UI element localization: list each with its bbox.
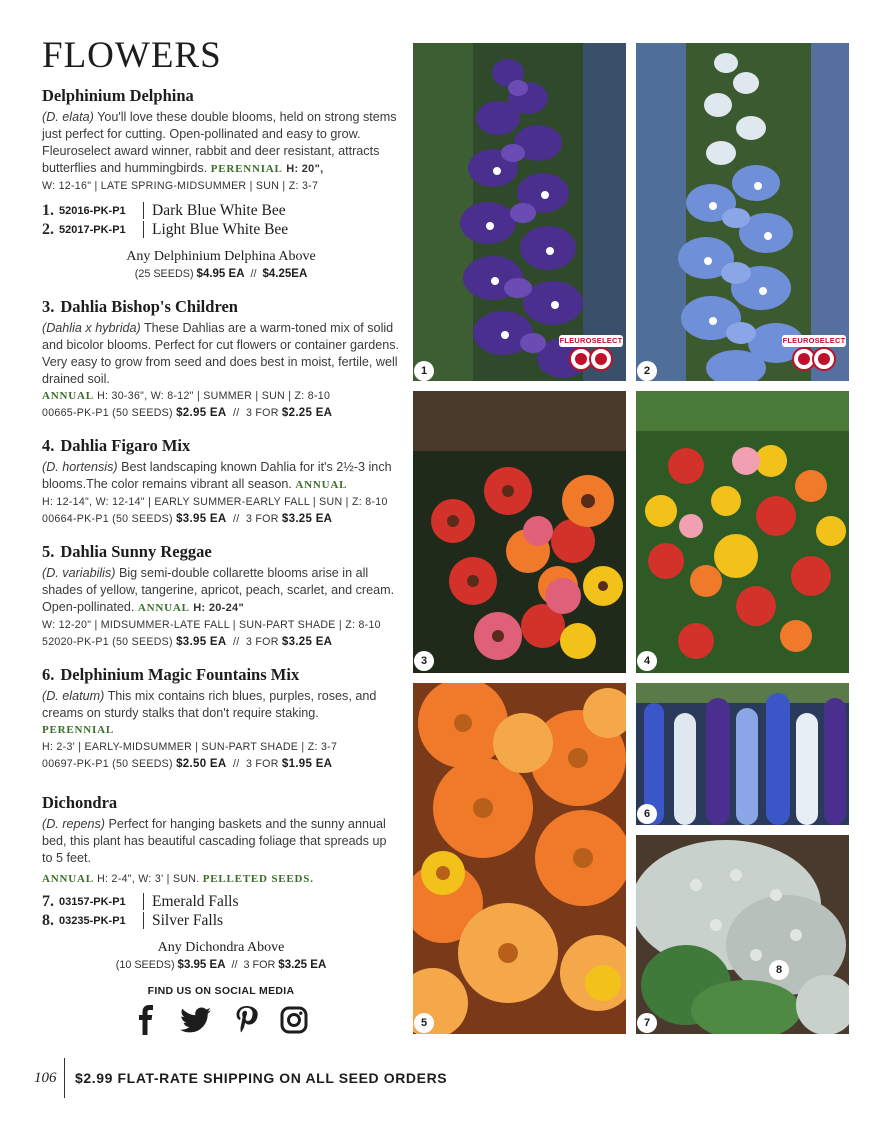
product-delphinium-magic-fountains xyxy=(42,665,400,773)
photo-badge: 1 xyxy=(414,361,434,381)
price: $2.95 EA xyxy=(176,407,227,419)
photo-dichondra xyxy=(636,835,849,1034)
product-number: 4. xyxy=(42,436,55,455)
plant-type: ANNUAL xyxy=(295,479,348,491)
fleuroselect-logo xyxy=(559,335,623,371)
separator: // xyxy=(250,268,257,280)
seed-qty: (10 SEEDS) xyxy=(115,959,175,971)
photo-delphinium-light-blue xyxy=(636,43,849,381)
price: $3.95 EA xyxy=(176,636,227,648)
product-title xyxy=(42,542,400,562)
bulk-label: 3 FOR xyxy=(245,513,279,525)
product-name: Dahlia Figaro Mix xyxy=(60,436,191,455)
plant-meta-line xyxy=(42,871,400,888)
any-title: Any Delphinium Delphina Above xyxy=(126,249,316,264)
photo-dahlia-figaro xyxy=(636,391,849,673)
photo-badge: 3 xyxy=(414,651,434,671)
plant-meta: H: 30-36", W: 8-12" | SUMMER | SUN | Z: 8-10 xyxy=(97,390,331,402)
order-code: 00665-PK-P1 xyxy=(42,407,109,419)
any-price-line xyxy=(42,957,400,974)
seed-qty: (50 SEEDS) xyxy=(112,407,173,419)
variant-name: Dark Blue White Bee xyxy=(152,201,286,219)
divider xyxy=(143,202,144,219)
order-code: 00697-PK-P1 xyxy=(42,758,109,770)
delphinium-fountains-image xyxy=(636,683,849,825)
any-title: Any Dichondra Above xyxy=(157,940,285,955)
product-title xyxy=(42,665,400,685)
product-dichondra xyxy=(42,793,400,974)
bulk-price: $3.25 EA xyxy=(281,636,333,648)
bulk-label: 3 FOR xyxy=(243,959,276,971)
plant-meta: W: 12-16" | LATE SPRING-MIDSUMMER | SUN | Z: 3-7 xyxy=(42,180,319,192)
latin-name: (D. elata) xyxy=(42,110,94,124)
facebook-icon[interactable] xyxy=(134,1005,158,1035)
order-line xyxy=(42,756,400,773)
product-title: Dichondra xyxy=(42,793,118,812)
photo-delphinium-magic-fountains xyxy=(636,683,849,825)
variant-list xyxy=(42,892,400,930)
order-code: 52020-PK-P1 xyxy=(42,636,109,648)
variant-row xyxy=(42,892,400,911)
any-price-line xyxy=(42,266,400,283)
description-text: Perfect for hanging baskets and the sunny annual bed, this plant has beautiful cascading foliage that spreads up to 5 feet. xyxy=(42,817,387,865)
product-description xyxy=(42,816,400,867)
product-dahlia-bishops-children xyxy=(42,297,400,422)
variant-code: 03235-PK-P1 xyxy=(59,914,126,927)
product-number: 5. xyxy=(42,542,55,561)
photo-dahlia-sunny-reggae xyxy=(413,683,626,1034)
fleuroselect-logo xyxy=(782,335,846,371)
photo-badge: 5 xyxy=(414,1013,434,1033)
variant-code: 03157-PK-P1 xyxy=(59,895,126,908)
bulk-label: 3 FOR xyxy=(245,407,279,419)
plant-meta: H: 12-14", W: 12-14" | EARLY SUMMER-EARLY FALL | SUN | Z: 8-10 xyxy=(42,496,388,508)
bulk-price: $2.25 EA xyxy=(281,407,333,419)
order-line xyxy=(42,405,400,422)
product-description xyxy=(42,459,400,494)
divider xyxy=(143,221,144,238)
variant-name: Emerald Falls xyxy=(152,892,239,910)
seed-qty: (50 SEEDS) xyxy=(112,636,173,648)
product-dahlia-sunny-reggae xyxy=(42,542,400,651)
photo-badge: 2 xyxy=(637,361,657,381)
bulk-price: $3.25 EA xyxy=(281,513,333,525)
price: $2.50 EA xyxy=(176,758,227,770)
plant-meta: H: 2-3' | EARLY-MIDSUMMER | SUN-PART SHADE | Z: 3-7 xyxy=(42,741,338,753)
dahlia-figaro-image xyxy=(636,391,849,673)
instagram-icon[interactable] xyxy=(280,1005,308,1035)
bulk-price: $1.95 EA xyxy=(281,758,333,770)
plant-type: ANNUAL xyxy=(42,873,94,885)
photo-dahlia-bishops-children xyxy=(413,391,626,673)
page-footer xyxy=(34,1058,447,1098)
text-column xyxy=(42,36,400,974)
variant-name: Light Blue White Bee xyxy=(152,220,289,238)
plant-height: H: 20", xyxy=(286,163,324,175)
price: $4.95 EA xyxy=(196,268,245,280)
plant-height: H: 20-24" xyxy=(193,602,244,614)
bulk-price: $3.25 EA xyxy=(278,959,327,971)
order-line xyxy=(42,511,400,528)
social-label: FIND US ON SOCIAL MEDIA xyxy=(147,985,295,997)
plant-type-line xyxy=(42,722,400,739)
product-description xyxy=(42,688,400,722)
order-code: 00664-PK-P1 xyxy=(42,513,109,525)
separator: // xyxy=(232,758,240,770)
order-line xyxy=(42,634,400,651)
price: $3.95 EA xyxy=(177,959,226,971)
divider xyxy=(143,893,144,910)
seed-qty: (50 SEEDS) xyxy=(112,513,173,525)
product-dahlia-figaro-mix xyxy=(42,436,400,528)
variant-code: 52017-PK-P1 xyxy=(59,223,126,236)
separator: // xyxy=(232,513,240,525)
seed-qty: (50 SEEDS) xyxy=(112,758,173,770)
pinterest-icon[interactable] xyxy=(234,1005,258,1035)
variant-code: 52016-PK-P1 xyxy=(59,204,126,217)
variant-number: 7. xyxy=(42,892,54,910)
product-title xyxy=(42,436,400,456)
plant-meta: W: 12-20" | MIDSUMMER-LATE FALL | SUN-PART SHADE | Z: 8-10 xyxy=(42,619,381,631)
bulk-label: 3 FOR xyxy=(245,758,279,770)
product-description xyxy=(42,565,400,617)
product-title: Delphinium Delphina xyxy=(42,86,194,105)
plant-meta-line xyxy=(42,388,400,405)
latin-name: (D. repens) xyxy=(42,817,105,831)
latin-name: (Dahlia x hybrida) xyxy=(42,321,141,335)
variant-name: Silver Falls xyxy=(152,911,224,929)
shipping-banner: $2.99 FLAT-RATE SHIPPING ON ALL SEED ORDERS xyxy=(75,1070,448,1086)
delphinium-dark-image xyxy=(413,43,626,381)
photo-delphinium-dark-blue xyxy=(413,43,626,381)
product-name: Delphinium Magic Fountains Mix xyxy=(60,665,300,684)
price: $3.95 EA xyxy=(176,513,227,525)
variant-row xyxy=(42,201,400,220)
dichondra-image xyxy=(636,835,849,1034)
variant-row xyxy=(42,220,400,239)
seeds-note: PELLETED SEEDS. xyxy=(202,873,314,885)
separator: // xyxy=(232,636,240,648)
separator: // xyxy=(232,407,240,419)
seed-qty: (25 SEEDS) xyxy=(134,268,194,280)
page-number: 106 xyxy=(34,1069,57,1086)
plant-type: PERENNIAL xyxy=(210,163,283,175)
product-name: Dahlia Sunny Reggae xyxy=(60,542,212,561)
plant-type: PERENNIAL xyxy=(42,724,114,736)
product-description xyxy=(42,109,400,178)
social-media-section xyxy=(42,985,400,1035)
photo-badge: 8 xyxy=(769,960,789,980)
footer-divider xyxy=(64,1058,65,1098)
social-icons xyxy=(42,1005,400,1035)
award-logo-text: FLEUROSELECT xyxy=(559,336,623,345)
photo-badge: 6 xyxy=(637,804,657,824)
delphinium-light-image xyxy=(636,43,849,381)
dahlia-bishops-image xyxy=(413,391,626,673)
photo-badge: 7 xyxy=(637,1013,657,1033)
product-name: Dahlia Bishop's Children xyxy=(60,297,238,316)
dahlia-reggae-image xyxy=(413,683,626,1034)
page-title: FLOWERS xyxy=(42,35,222,76)
twitter-icon[interactable] xyxy=(180,1005,212,1035)
description-text: You'll love these double blooms, held on strong stems just perfect for cutting. Open-pollinated and easy to grow. Fleuroselect award winner, rabbit and deer resistant, attracts butterflies and hummingbirds. xyxy=(42,110,397,175)
product-number: 6. xyxy=(42,665,55,684)
plant-type: ANNUAL xyxy=(42,390,94,402)
latin-name: (D. hortensis) xyxy=(42,460,118,474)
plant-type: ANNUAL xyxy=(137,602,190,614)
bulk-label: 3 FOR xyxy=(245,636,279,648)
photo-badge: 4 xyxy=(637,651,657,671)
description-text: This mix contains rich blues, purples, roses, and creams on sturdy stalks that don't require staking. xyxy=(42,689,377,720)
variant-number: 1. xyxy=(42,201,54,219)
latin-name: (D. variabilis) xyxy=(42,566,116,580)
variant-number: 2. xyxy=(42,220,54,238)
product-number: 3. xyxy=(42,297,55,316)
any-pricing xyxy=(42,939,400,974)
description-text: These Dahlias are a warm-toned mix of solid and bicolor blooms. Perfect for cut flowers or container gardens. Very easy to grow from seed and does best in moist, fertile, well drained soil. xyxy=(42,321,399,386)
any-pricing xyxy=(42,248,400,283)
product-description xyxy=(42,320,400,388)
separator: // xyxy=(231,959,238,971)
variant-row xyxy=(42,911,400,930)
description-text: Best landscaping known Dahlia for it's 2½-3 inch blooms.The color remains vibrant all season. xyxy=(42,460,392,491)
latin-name: (D. elatum) xyxy=(42,689,105,703)
bulk-price: $4.25EA xyxy=(262,268,308,280)
award-logo-text: FLEUROSELECT xyxy=(782,336,846,345)
product-delphinium-delphina xyxy=(42,86,400,283)
description-text: Big semi-double collarette blooms arise in all shades of yellow, tangerine, apricot, peach, scarlet, and cream. Open-pollinated. xyxy=(42,566,395,614)
variant-list xyxy=(42,201,400,239)
variant-number: 8. xyxy=(42,911,54,929)
divider xyxy=(143,912,144,929)
product-title xyxy=(42,297,400,317)
plant-meta: H: 2-4", W: 3' | SUN. xyxy=(97,873,200,885)
